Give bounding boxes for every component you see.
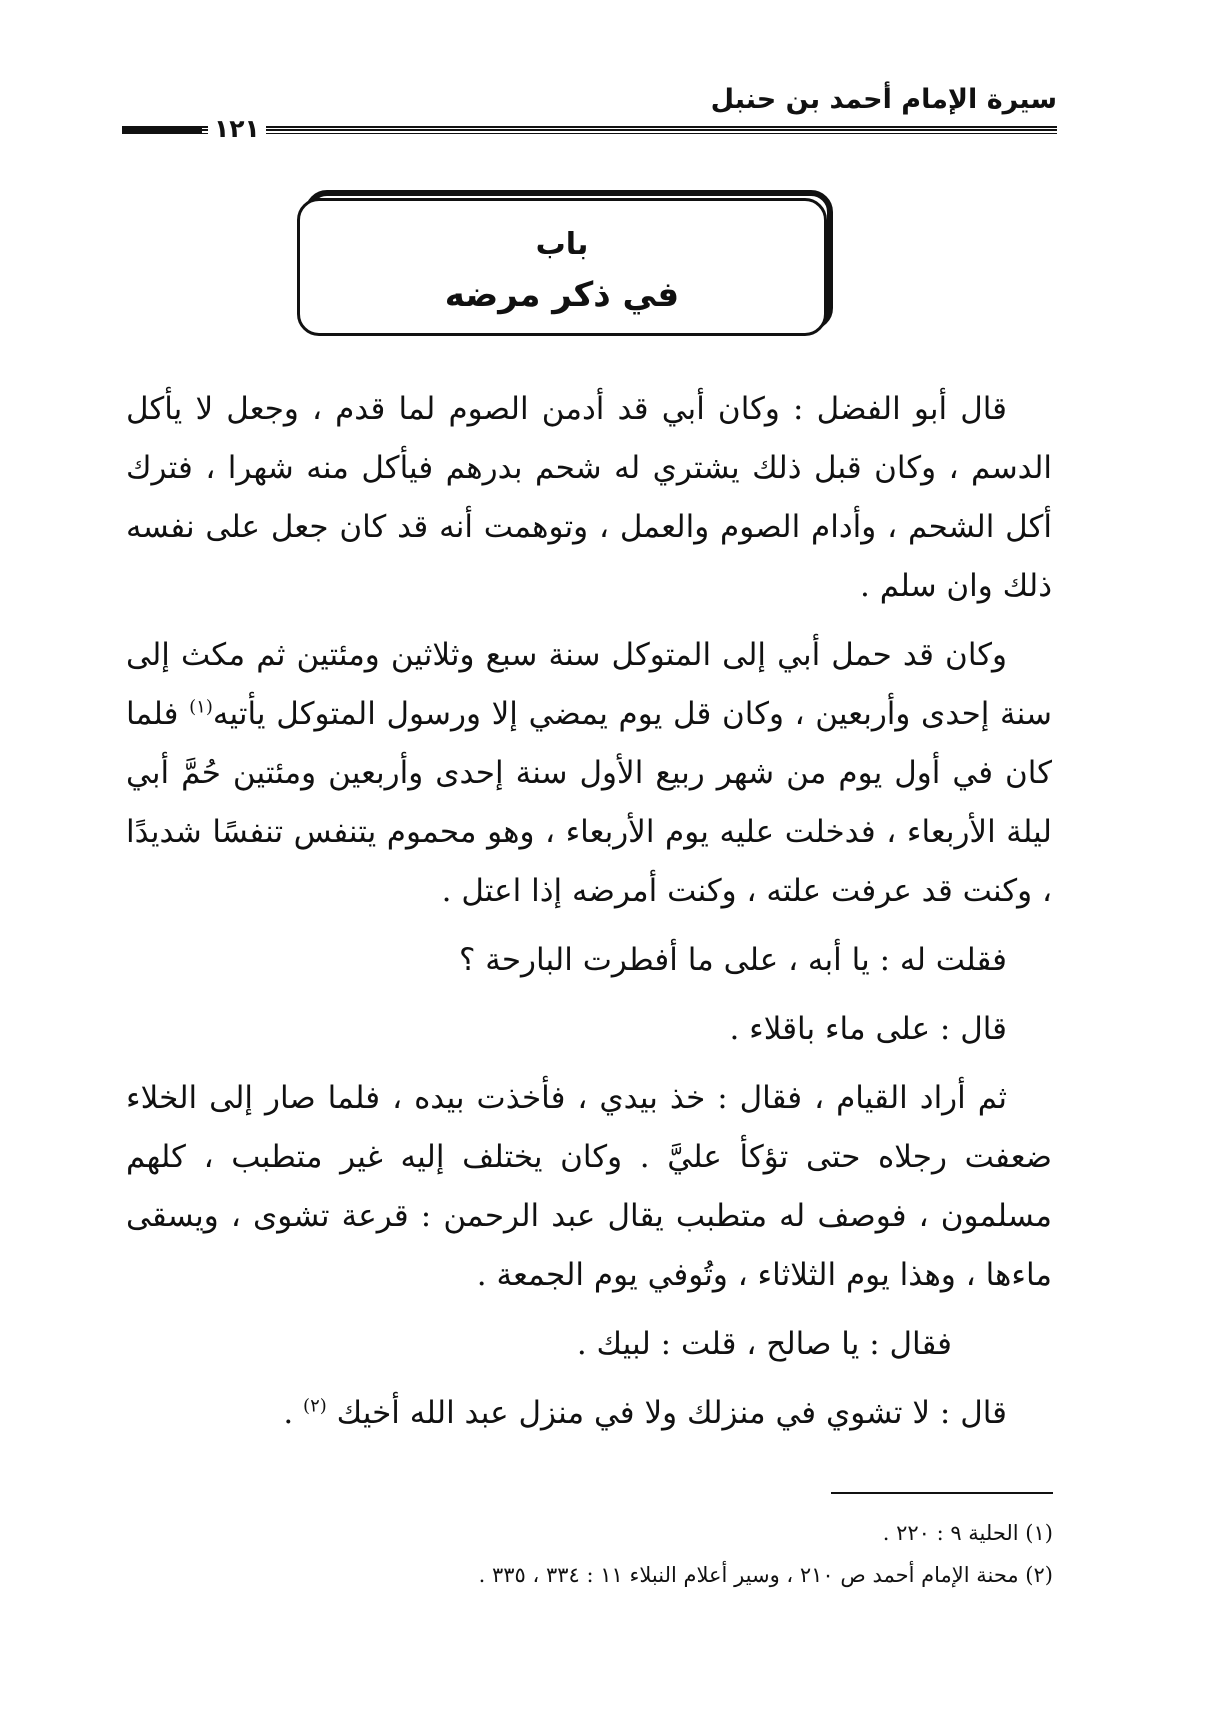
body-text — [126, 380, 1052, 1453]
chapter-title: في ذكر مرضه — [444, 275, 680, 315]
paragraph-7-period: . — [283, 1395, 304, 1431]
book-title: سيرة الإمام أحمد بن حنبل — [710, 84, 1057, 115]
paragraph-2-continuation: فلما كان في أول يوم من شهر ربيع الأول سنة إحدى وأربعين ومئتين حُمَّ أبي ليلة الأربعاء ، فدخلت عليه يوم الأربعاء ، وهو محموم يتنفس تنفسًا شديدًا ، وكنت قد عرفت علته ، وكنت أمرضه إذا اعتل . — [126, 696, 1052, 909]
chapter-box-frame — [297, 198, 827, 336]
paragraph-7 — [126, 1384, 1052, 1443]
footnotes — [153, 1512, 1053, 1596]
running-header — [122, 84, 1057, 144]
footnote-1: (١) الحلية ٩ : ٢٢٠ . — [882, 1521, 1053, 1545]
paragraph-5: ثم أراد القيام ، فقال : خذ بيدي ، فأخذت بيده ، فلما صار إلى الخلاء ضعفت رجلاه حتى تؤكأ عليَّ . وكان يختلف إليه غير متطبب ، كلهم مسلمون ، فوصف له متطبب يقال عبد الرحمن : قرعة تشوى ، ويسقى ماءها ، وهذا يوم الثلاثاء ، وتُوفي يوم الجمعة . — [126, 1080, 1052, 1293]
paragraph-1: قال أبو الفضل : وكان أبي قد أدمن الصوم لما قدم ، وجعل لا يأكل الدسم ، وكان قبل ذلك يشتري له شحم بدرهم فيأكل منه شهرا ، فترك أكل الشحم ، وأدام الصوم والعمل ، وتوهمت أنه قد كان جعل على نفسه ذلك وان سلم . — [126, 391, 1052, 604]
paragraph-3: فقلت له : يا أبه ، على ما أفطرت البارحة ؟ — [458, 942, 1007, 978]
header-left-bar — [122, 126, 202, 134]
page-number: ١٢١ — [208, 114, 266, 143]
footnote-separator — [831, 1492, 1053, 1494]
paragraph-4: قال : على ماء باقلاء . — [729, 1011, 1007, 1047]
paragraph-2-text: وكان قد حمل أبي إلى المتوكل سنة سبع وثلاثين ومئتين ثم مكث إلى سنة إحدى وأربعين ، وكان قل يوم يمضي إلا ورسول المتوكل يأتيه — [126, 637, 1052, 732]
chapter-heading-box — [297, 190, 837, 336]
chapter-label: باب — [535, 227, 589, 262]
footnote-ref-2: (٢) — [303, 1395, 327, 1417]
paragraph-6: فقال : يا صالح ، قلت : لبيك . — [576, 1326, 952, 1362]
paragraph-7-text: قال : لا تشوي في منزلك ولا في منزل عبد الله أخيك — [336, 1395, 1007, 1431]
paragraph-2 — [126, 626, 1052, 921]
footnote-ref-1: (١) — [189, 696, 213, 718]
footnote-2: (٢) محنة الإمام أحمد ص ٢١٠ ، وسير أعلام النبلاء ١١ : ٣٣٤ ، ٣٣٥ . — [478, 1563, 1053, 1587]
